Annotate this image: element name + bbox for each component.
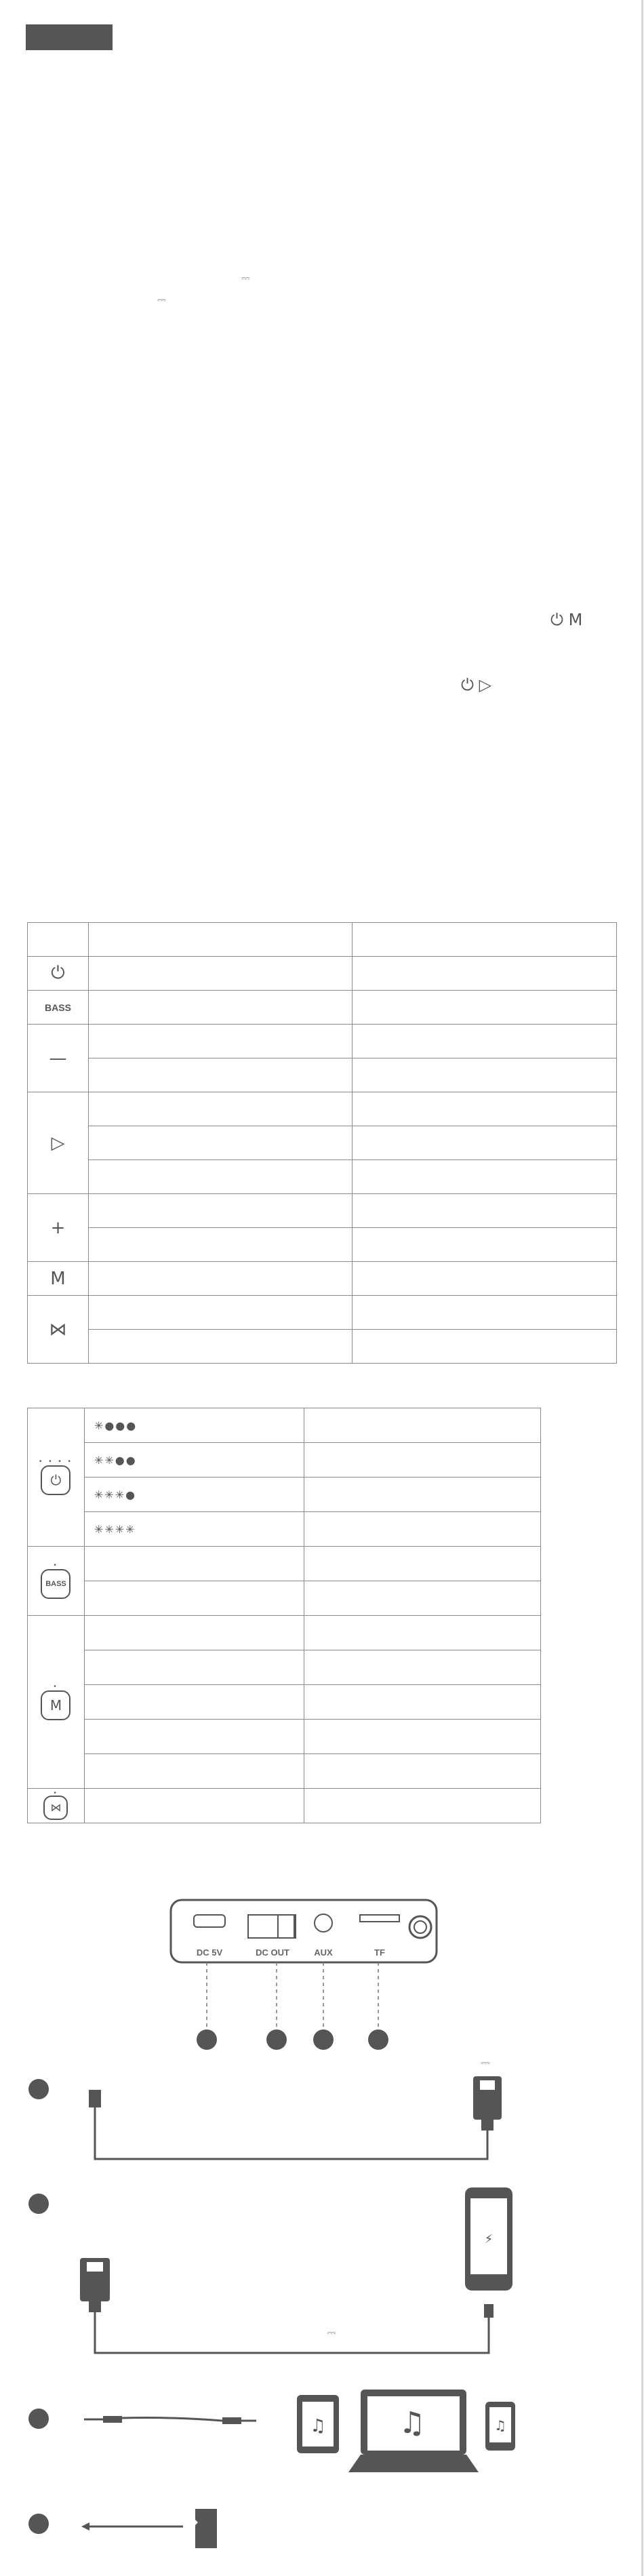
charging-cable (95, 2107, 487, 2159)
table-row (28, 1330, 617, 1364)
power-mode-symbol: ⏻ M (550, 610, 583, 629)
table-row (28, 957, 617, 991)
step-dot-1 (28, 2079, 49, 2099)
plus-icon: + (28, 1194, 89, 1262)
usb-a-plug-tip (480, 2080, 495, 2090)
indicator-table (27, 1408, 541, 1823)
link-indicator-cell (28, 1789, 85, 1823)
callout-dot-2 (266, 2029, 287, 2050)
usb-a-port (248, 1915, 296, 1938)
port-label-dcout: DC OUT (256, 1947, 289, 1958)
table-row (28, 1408, 541, 1443)
power-indicator-cell (28, 1408, 85, 1547)
port-label-aux: AUX (314, 1947, 333, 1958)
led-dot: • (53, 1683, 59, 1690)
callout-dot-4 (368, 2029, 388, 2050)
power-icon: ⏻ (41, 1465, 71, 1495)
table-row (28, 1228, 617, 1262)
mode-icon: M (41, 1690, 71, 1720)
round-port-inner (414, 1921, 426, 1933)
tf-card-icon (195, 2509, 217, 2548)
bass-indicator-cell (28, 1547, 85, 1616)
button-function-table (27, 922, 617, 1364)
table-row (28, 1512, 541, 1547)
table-row (28, 1547, 541, 1581)
tf-slot (360, 1915, 399, 1922)
dc-symbol-top: ⎓ (481, 2056, 490, 2069)
table-row (28, 1058, 617, 1092)
minus-icon: — (28, 1025, 89, 1092)
led-dot: • (53, 1790, 59, 1797)
bass-icon: BASS (41, 1569, 71, 1599)
table-row (28, 1092, 617, 1126)
led-pattern: ✳✳✳✳ (84, 1512, 304, 1547)
port-label-dc5v: DC 5V (196, 1947, 223, 1958)
table-row (28, 1478, 541, 1512)
table-row (28, 1262, 617, 1296)
phone-plug (484, 2304, 494, 2318)
table-row (28, 1650, 541, 1685)
table-row (28, 1754, 541, 1789)
usb-c-plug (89, 2090, 101, 2107)
led-dots: • • • • (39, 1459, 73, 1465)
mode-indicator-cell (28, 1616, 85, 1789)
dc-symbol-1: ⎓ (241, 271, 249, 284)
link-icon: ⋈ (43, 1796, 68, 1820)
table-row (28, 1443, 541, 1478)
header-bar (26, 24, 113, 50)
led-pattern: ✳✳●● (84, 1443, 304, 1478)
table-row (28, 1720, 541, 1754)
dc-symbol-2: ⎓ (157, 293, 165, 306)
power-play-symbol: ⏻ ▷ (461, 675, 492, 694)
table-row (28, 1581, 541, 1616)
port-label-tf: TF (374, 1947, 385, 1958)
table-row (28, 1126, 617, 1160)
step-dot-4 (28, 2514, 49, 2534)
led-dot: • (53, 1562, 59, 1569)
step-dot-3 (28, 2409, 49, 2429)
led-pattern: ✳✳✳● (84, 1478, 304, 1512)
table-row (28, 1194, 617, 1228)
tablet-music-icon: ♫ (310, 2416, 326, 2436)
round-port (409, 1916, 431, 1938)
table-row (28, 1789, 541, 1823)
charging-bolt-icon: ⚡ (484, 2232, 494, 2246)
table-row (28, 1025, 617, 1058)
bass-icon: BASS (28, 991, 89, 1025)
table-row (28, 1685, 541, 1720)
mode-icon: M (28, 1262, 89, 1296)
callout-dot-1 (197, 2029, 217, 2050)
callout-dot-3 (313, 2029, 334, 2050)
step-dot-2 (28, 2194, 49, 2214)
link-icon: ⋈ (28, 1296, 89, 1364)
aux-port (315, 1914, 332, 1932)
laptop-music-icon: ♫ (399, 2406, 426, 2440)
usb-a-plug-neck (89, 2301, 101, 2312)
usb-c-port (194, 1915, 225, 1927)
table-row (28, 991, 617, 1025)
phone-cable (95, 2312, 489, 2353)
connection-diagram (0, 1885, 644, 2576)
laptop-base (348, 2455, 479, 2472)
table-row (28, 923, 617, 957)
table-row (28, 1616, 541, 1650)
power-icon: ⏻ (28, 957, 89, 991)
play-icon: ▷ (28, 1092, 89, 1194)
insert-arrow-head (81, 2522, 89, 2531)
usb-a-plug-tip (87, 2262, 103, 2272)
table-row (28, 1296, 617, 1330)
led-pattern: ✳●●● (84, 1408, 304, 1443)
dc-symbol-mid: ⎓ (327, 2326, 336, 2339)
aux-cable (84, 2416, 256, 2424)
phone-music-icon: ♫ (494, 2417, 506, 2434)
table-row (28, 1160, 617, 1194)
usb-a-port-tongue (278, 1915, 294, 1938)
leader-lines (207, 1962, 378, 2029)
usb-a-plug-neck (481, 2120, 494, 2131)
